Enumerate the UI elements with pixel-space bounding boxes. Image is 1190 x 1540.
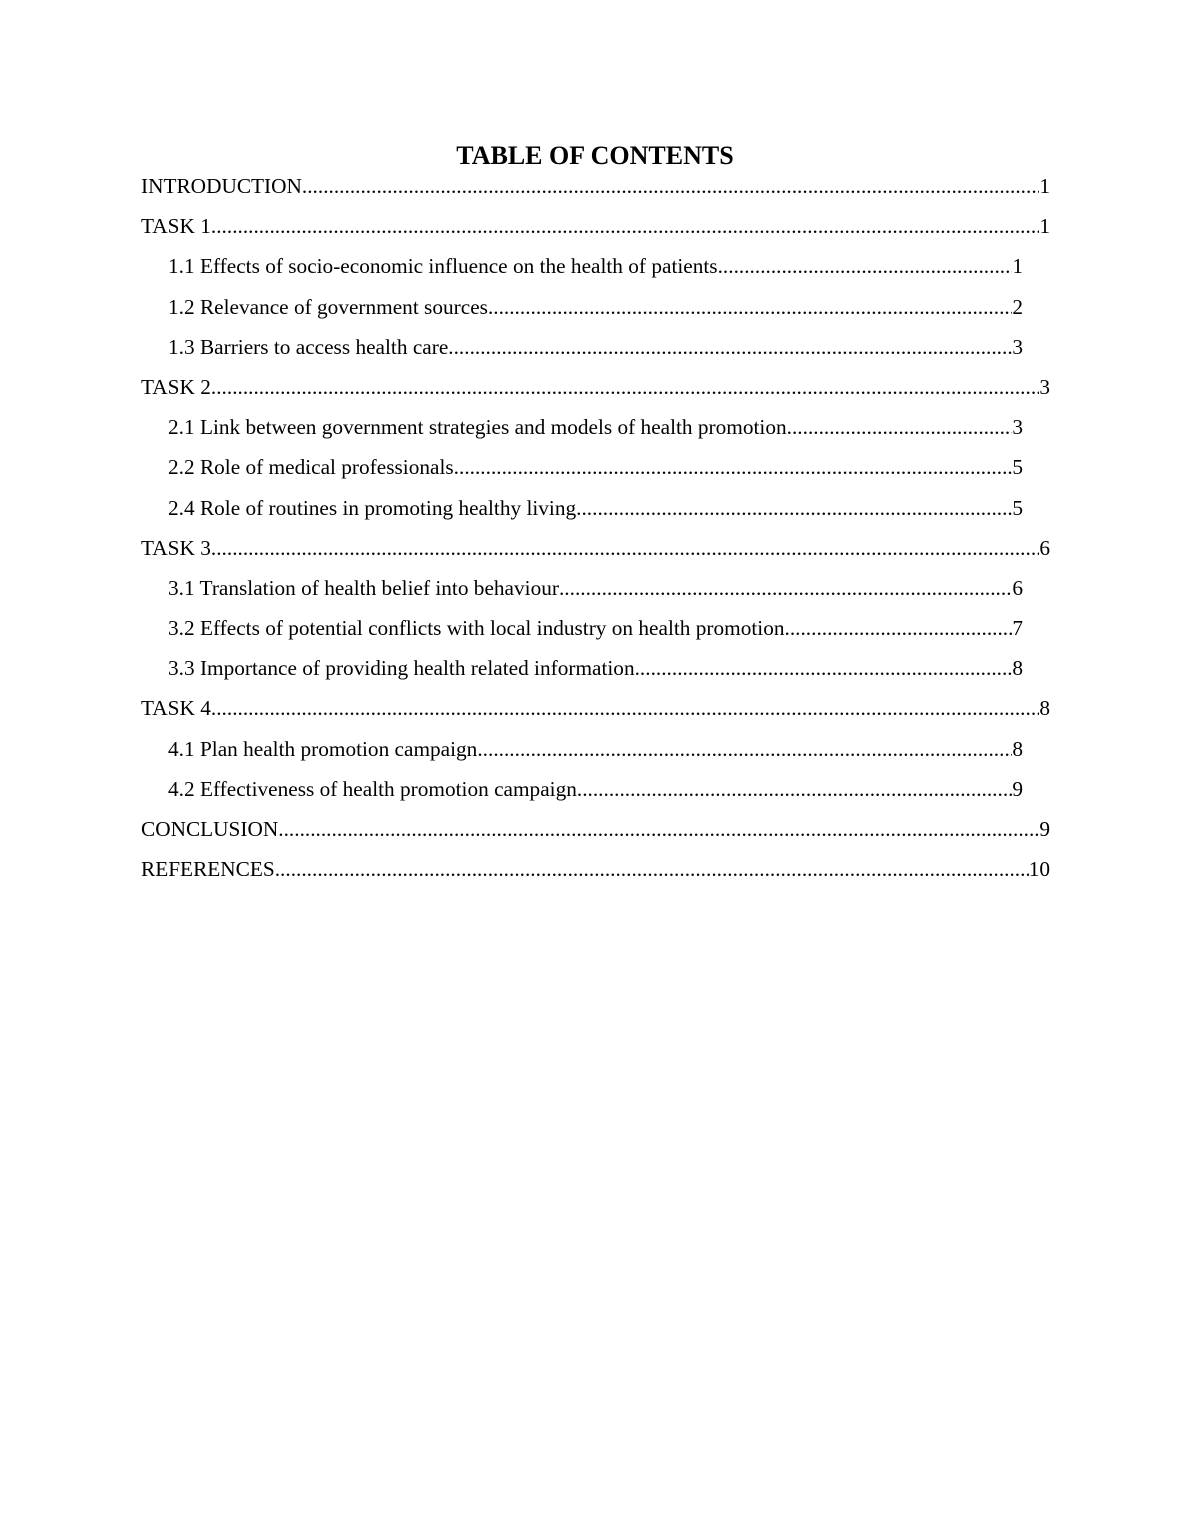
toc-page-number: 10 — [1028, 857, 1050, 882]
toc-dot-leader — [785, 612, 1013, 644]
toc-subentry[interactable] — [168, 291, 1023, 331]
toc-entry[interactable] — [141, 813, 1050, 853]
toc-entry-text: 3.3 Importance of providing health related information — [168, 656, 635, 681]
toc-subentry[interactable] — [168, 572, 1023, 612]
toc-dot-leader — [577, 773, 1012, 805]
toc-list — [141, 170, 1050, 893]
toc-dot-leader — [488, 291, 1012, 323]
toc-subentry[interactable] — [168, 652, 1023, 692]
toc-page-number: 1 — [1039, 214, 1050, 239]
toc-entry-text: 4.2 Effectiveness of health promotion campaign — [168, 776, 577, 801]
toc-subentry[interactable] — [168, 411, 1023, 451]
toc-dot-leader — [211, 210, 1039, 242]
toc-entry-text: 1.1 Effects of socio-economic influence on the health of patients — [168, 254, 718, 279]
toc-entry-text: REFERENCES — [141, 857, 275, 882]
toc-page-number: 3 — [1012, 334, 1023, 359]
toc-entry-text: 3.1 Translation of health belief into behaviour — [168, 575, 559, 600]
toc-page-number: 8 — [1012, 736, 1023, 761]
toc-title: TABLE OF CONTENTS — [456, 141, 734, 170]
toc-dot-leader — [718, 250, 1013, 282]
toc-entry[interactable] — [141, 210, 1050, 250]
toc-dot-leader — [211, 371, 1039, 403]
toc-subentry[interactable] — [168, 250, 1023, 290]
toc-entry-text: TASK 2 — [141, 374, 211, 399]
toc-entry-text: 4.1 Plan health promotion campaign — [168, 736, 478, 761]
toc-dot-leader — [635, 652, 1013, 684]
toc-dot-leader — [275, 853, 1029, 885]
toc-page-number: 3 — [1012, 415, 1023, 440]
toc-entry-text: 2.1 Link between government strategies and models of health promotion — [168, 415, 787, 440]
toc-entry[interactable] — [141, 853, 1050, 893]
toc-entry-text: 1.3 Barriers to access health care — [168, 334, 449, 359]
toc-dot-leader — [278, 813, 1039, 845]
toc-dot-leader — [477, 733, 1012, 765]
toc-entry[interactable] — [141, 692, 1050, 732]
toc-subentry[interactable] — [168, 492, 1023, 532]
toc-entry-text: 2.2 Role of medical professionals — [168, 455, 454, 480]
toc-entry-text: TASK 4 — [141, 696, 211, 721]
toc-dot-leader — [576, 492, 1012, 524]
toc-dot-leader — [302, 170, 1039, 202]
toc-page-number: 9 — [1012, 776, 1023, 801]
toc-page-number: 6 — [1039, 535, 1050, 560]
toc-entry-text: 3.2 Effects of potential conflicts with local industry on health promotion — [168, 616, 785, 641]
toc-entry-text: INTRODUCTION — [141, 174, 302, 198]
toc-dot-leader — [211, 532, 1039, 564]
toc-subentry[interactable] — [168, 733, 1023, 773]
toc-dot-leader — [211, 692, 1039, 724]
toc-page-number: 8 — [1012, 656, 1023, 681]
toc-dot-leader — [448, 331, 1012, 363]
toc-dot-leader — [559, 572, 1012, 604]
toc-page-number: 3 — [1039, 374, 1050, 399]
toc-entry[interactable] — [141, 371, 1050, 411]
toc-page-number: 1 — [1012, 254, 1023, 279]
toc-subentry[interactable] — [168, 331, 1023, 371]
toc-entry-text: TASK 3 — [141, 535, 211, 560]
toc-page-number: 5 — [1012, 495, 1023, 520]
toc-entry-text: 1.2 Relevance of government sources — [168, 294, 488, 319]
toc-dot-leader — [787, 411, 1013, 443]
toc-entry[interactable] — [141, 532, 1050, 572]
toc-entry[interactable] — [141, 170, 1050, 210]
toc-page-number: 9 — [1039, 817, 1050, 841]
toc-page-number: 2 — [1012, 294, 1023, 319]
toc-entry-text: TASK 1 — [141, 214, 211, 239]
toc-subentry[interactable] — [168, 612, 1023, 652]
toc-entry-text: CONCLUSION — [141, 817, 279, 841]
toc-page-number: 7 — [1012, 616, 1023, 641]
toc-page-number: 6 — [1012, 575, 1023, 600]
toc-page-number: 5 — [1012, 455, 1023, 480]
toc-entry-text: 2.4 Role of routines in promoting healthy living — [168, 495, 577, 520]
toc-subentry[interactable] — [168, 773, 1023, 813]
toc-page-number: 1 — [1039, 174, 1050, 198]
toc-page-number: 8 — [1039, 696, 1050, 721]
toc-subentry[interactable] — [168, 451, 1023, 491]
toc-dot-leader — [454, 451, 1013, 483]
